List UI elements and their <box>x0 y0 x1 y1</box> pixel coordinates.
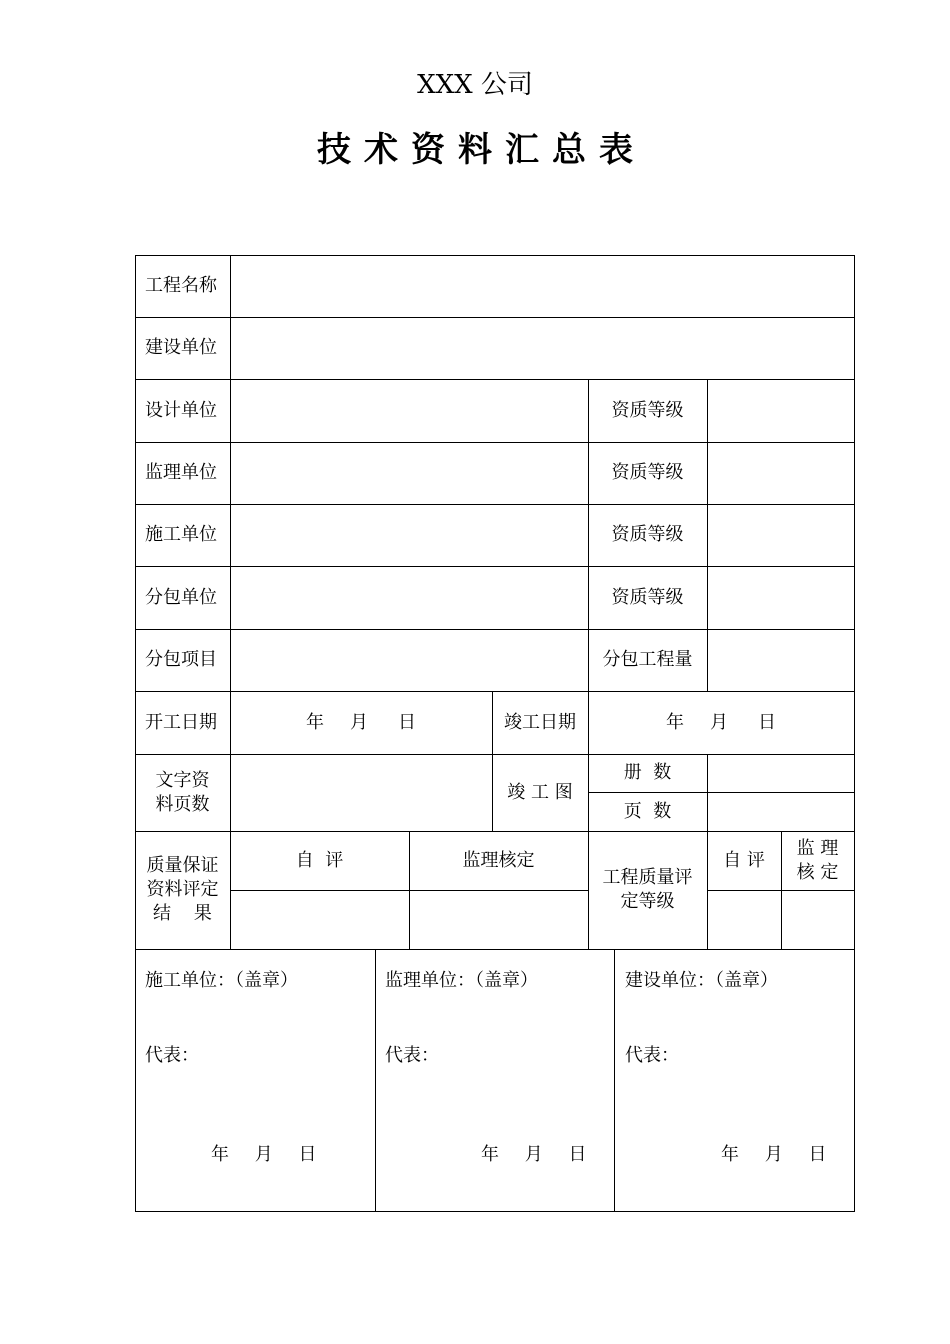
signature-owner-unit: 建设单位：（盖章） <box>625 970 778 991</box>
label-quality-grade-line2: 定等级 <box>620 891 675 912</box>
completion-date-day: 日 <box>758 711 776 733</box>
label-project-name: 工程名称 <box>145 275 217 296</box>
label-quality-line2: 资料评定 <box>146 879 219 900</box>
label-supervision-check: 监理核定 <box>462 849 535 871</box>
label-as-built-drawing: 竣 工 图 <box>507 781 573 803</box>
signature-supervision-date <box>481 1143 586 1167</box>
label-construction-qualification: 资质等级 <box>611 524 684 545</box>
row-divider <box>135 442 855 443</box>
column-divider <box>375 949 376 1211</box>
form-title: 技术资料汇总表 <box>317 130 646 170</box>
label-subcontract-qualification: 资质等级 <box>611 586 684 608</box>
label-subcontract-unit: 分包单位 <box>145 586 217 608</box>
label-volumes: 册 数 <box>623 762 672 783</box>
label-completion-date: 竣工日期 <box>504 711 576 733</box>
signature-construction-unit: 施工单位：（盖章） <box>145 970 298 991</box>
label-text-pages-line2: 料页数 <box>155 793 210 815</box>
label-construction-unit: 施工单位 <box>145 524 217 545</box>
label-pages: 页 数 <box>623 800 672 822</box>
label-supervision-unit: 监理单位 <box>145 462 217 483</box>
label-text-pages <box>135 754 230 831</box>
label-start-date: 开工日期 <box>145 711 217 733</box>
signature-owner-year: 年 <box>721 1144 739 1165</box>
row-divider <box>135 504 855 505</box>
label-quality-grade-line1: 工程质量评 <box>602 867 693 888</box>
signature-construction-year: 年 <box>211 1144 229 1165</box>
start-date-day: 日 <box>398 711 416 733</box>
signature-construction-day: 日 <box>298 1144 317 1165</box>
label-quality-line3: 结 果 <box>153 903 212 924</box>
start-date-month: 月 <box>350 711 368 733</box>
row-divider <box>135 629 855 630</box>
row-divider <box>135 566 855 567</box>
signature-supervision-year: 年 <box>481 1144 499 1165</box>
table-border-right <box>854 255 855 1211</box>
label-grade-supervision-check <box>781 831 854 890</box>
signature-owner-month: 月 <box>764 1144 783 1165</box>
signature-construction-month: 月 <box>254 1144 273 1165</box>
start-date-year: 年 <box>306 711 324 733</box>
signature-owner-day: 日 <box>808 1144 827 1165</box>
label-text-pages-line1: 文字资 <box>155 769 210 791</box>
signature-owner-date <box>721 1143 826 1167</box>
company-name: XXX 公司 <box>417 70 533 100</box>
completion-date-month: 月 <box>710 711 728 733</box>
label-quality-line1: 质量保证 <box>146 855 219 876</box>
signature-supervision-month: 月 <box>524 1144 543 1165</box>
signature-supervision-representative: 代表： <box>385 1045 439 1066</box>
row-divider <box>135 949 855 950</box>
label-design-qualification: 资质等级 <box>611 399 684 421</box>
label-grade-supervision-line2: 核 定 <box>796 861 839 883</box>
label-grade-supervision-line1: 监 理 <box>796 837 839 859</box>
signature-construction-representative: 代表： <box>145 1045 199 1066</box>
column-divider <box>614 949 615 1211</box>
label-subcontract-quantity: 分包工程量 <box>602 649 693 670</box>
completion-date-value <box>588 691 854 754</box>
table-border-top <box>135 255 855 256</box>
completion-date-year: 年 <box>666 711 684 733</box>
label-design-unit: 设计单位 <box>145 399 217 421</box>
row-divider <box>135 317 855 318</box>
start-date-value <box>230 691 492 754</box>
signature-owner-representative: 代表： <box>625 1045 679 1066</box>
column-divider <box>707 379 708 691</box>
label-quality-grade <box>588 831 707 949</box>
label-owner-unit: 建设单位 <box>145 337 217 358</box>
table-border-bottom <box>135 1211 855 1212</box>
label-subcontract-item: 分包项目 <box>145 649 217 670</box>
signature-construction-date <box>211 1143 316 1167</box>
row-divider <box>135 379 855 380</box>
signature-supervision-unit: 监理单位：（盖章） <box>385 970 538 991</box>
signature-supervision-day: 日 <box>568 1144 587 1165</box>
label-grade-self-evaluation: 自 评 <box>723 849 765 871</box>
label-self-evaluation: 自 评 <box>295 849 344 871</box>
label-supervision-qualification: 资质等级 <box>611 462 684 483</box>
label-quality-result <box>135 831 230 949</box>
